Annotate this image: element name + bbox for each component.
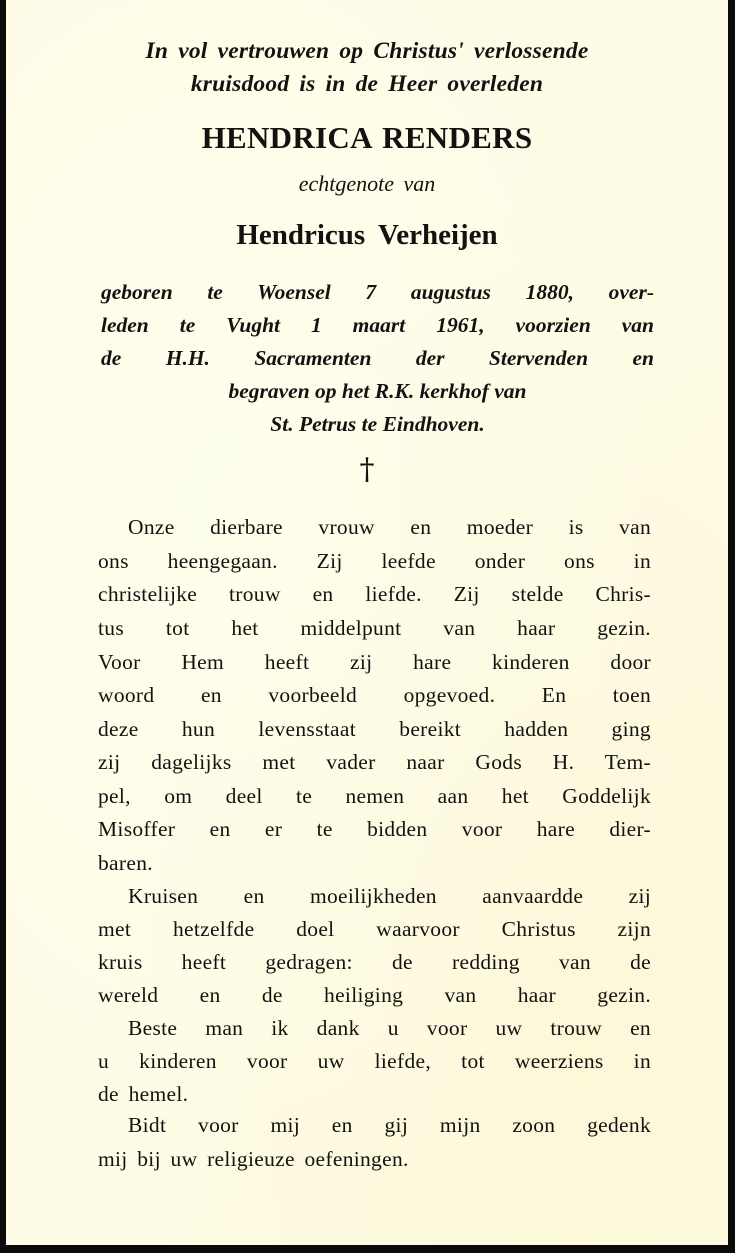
spouse-name: Hendricus Verheijen [236, 219, 498, 251]
paragraph-line: tus tot het middelpunt van haar gezin. [98, 616, 651, 640]
intro-line-1: In vol vertrouwen op Christus' verlossende [145, 38, 589, 64]
paragraph-line: pel, om deel te nemen aan het Goddelijk [98, 784, 651, 808]
memorial-card [6, 0, 728, 1245]
paragraph-line: wereld en de heiliging van haar gezin. [98, 983, 651, 1007]
paragraph-line: ons heengegaan. Zij leefde onder ons in [98, 549, 651, 573]
spouse-label: echtgenote van [298, 171, 436, 196]
paragraph-line: kruis heeft gedragen: de redding van de [98, 950, 651, 974]
bio-line: begraven op het R.K. kerkhof van [228, 379, 527, 403]
paragraph-line: zij dagelijks met vader naar Gods H. Tem- [98, 750, 651, 774]
paragraph-line: mij bij uw religieuze oefeningen. [98, 1147, 409, 1171]
paragraph-line: deze hun levensstaat bereikt hadden ging [98, 717, 651, 741]
deceased-name: HENDRICA RENDERS [201, 120, 533, 155]
paragraph-line: Onze dierbare vrouw en moeder is van [128, 515, 651, 539]
paragraph-line: u kinderen voor uw liefde, tot weerziens in [98, 1049, 651, 1073]
paragraph-line: de hemel. [98, 1082, 189, 1106]
bio-line: de H.H. Sacramenten der Stervenden en [101, 346, 654, 370]
paragraph-line: Beste man ik dank u voor uw trouw en [128, 1016, 651, 1040]
paragraph-line: Misoffer en er te bidden voor hare dier- [98, 817, 651, 841]
bio-line: geboren te Woensel 7 augustus 1880, over- [101, 280, 654, 304]
intro-line-2: kruisdood is in de Heer overleden [190, 71, 544, 97]
bio-line: leden te Vught 1 maart 1961, voorzien van [101, 313, 654, 337]
paragraph-line: Bidt voor mij en gij mijn zoon gedenk [128, 1113, 651, 1137]
paragraph-line: Kruisen en moeilijkheden aanvaardde zij [128, 884, 651, 908]
paragraph-line: woord en voorbeeld opgevoed. En toen [98, 683, 651, 707]
paragraph-line: christelijke trouw en liefde. Zij stelde Chris- [98, 582, 651, 606]
cross-icon: † [359, 452, 375, 487]
paragraph-line: Voor Hem heeft zij hare kinderen door [98, 650, 651, 674]
bio-line: St. Petrus te Eindhoven. [270, 412, 485, 436]
paragraph-line: met hetzelfde doel waarvoor Christus zijn [98, 917, 651, 941]
paragraph-line: baren. [98, 851, 153, 875]
